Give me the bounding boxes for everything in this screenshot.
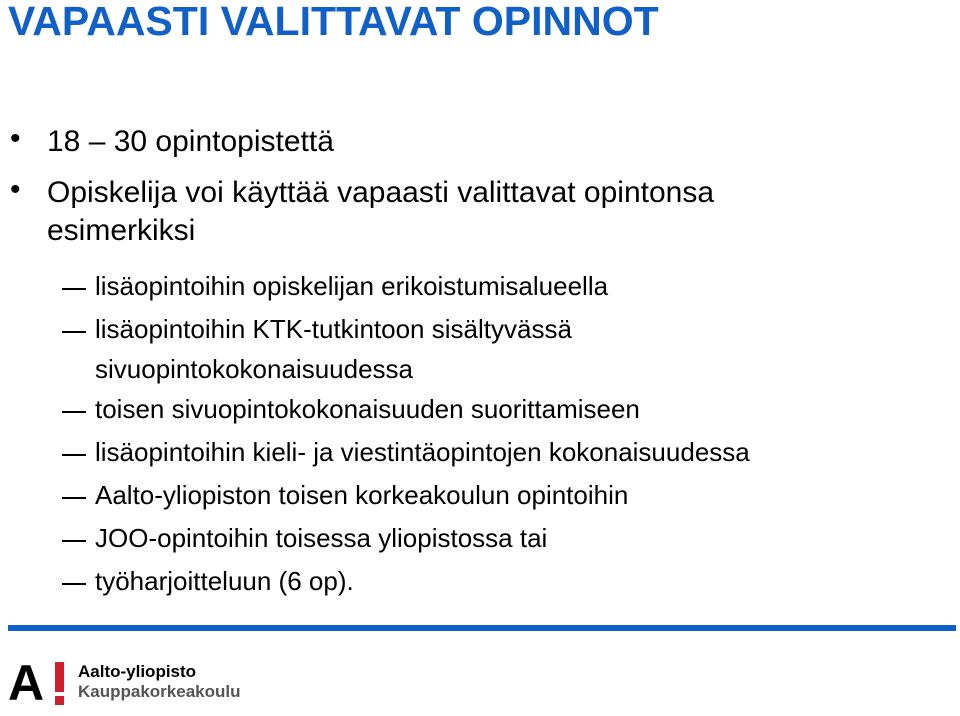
aalto-logo (8, 655, 248, 712)
sub-bullet-item: Aalto-yliopiston toisen korkeakoulun opintoihin (95, 480, 629, 510)
logo-university-name: Aalto-yliopisto (78, 662, 197, 681)
sub-bullet-dash (62, 288, 86, 290)
sub-bullet-dash (62, 454, 86, 456)
sub-bullet-dash (62, 331, 86, 333)
sub-bullet-dash (62, 540, 86, 542)
sub-bullet-dash (62, 411, 86, 413)
logo-mark: A (8, 655, 45, 711)
logo-school-name: Kauppakorkeakoulu (78, 682, 241, 701)
sub-bullet-item: toisen sivuopintokokonaisuuden suorittamiseen (95, 394, 640, 424)
bullet-marker: • (10, 173, 21, 206)
slide-title: VAPAASTI VALITTAVAT OPINNOT (8, 0, 659, 44)
bullet-item: Opiskelija voi käyttää vapaasti valittavat opintonsa esimerkiksi (47, 176, 715, 247)
sub-bullet-item: lisäopintoihin opiskelijan erikoistumisalueella (95, 271, 609, 301)
sub-bullet-dash (62, 583, 86, 585)
sub-bullet-item: JOO-opintoihin toisessa yliopistossa tai (95, 523, 548, 553)
sub-bullet-item: lisäopintoihin KTK-tutkintoon sisältyvässä sivuopintokokonaisuudessa (95, 314, 572, 384)
sub-bullet-item: lisäopintoihin kieli- ja viestintäopintojen kokonaisuudessa (95, 437, 750, 467)
bullet-item: 18 – 30 opintopistettä (47, 125, 334, 158)
sub-bullet-dash (62, 497, 86, 499)
footer-divider (8, 625, 956, 631)
bullet-marker: • (10, 122, 21, 155)
logo-exclamation-icon (52, 662, 66, 706)
sub-bullet-item: työharjoitteluun (6 op). (95, 566, 354, 596)
